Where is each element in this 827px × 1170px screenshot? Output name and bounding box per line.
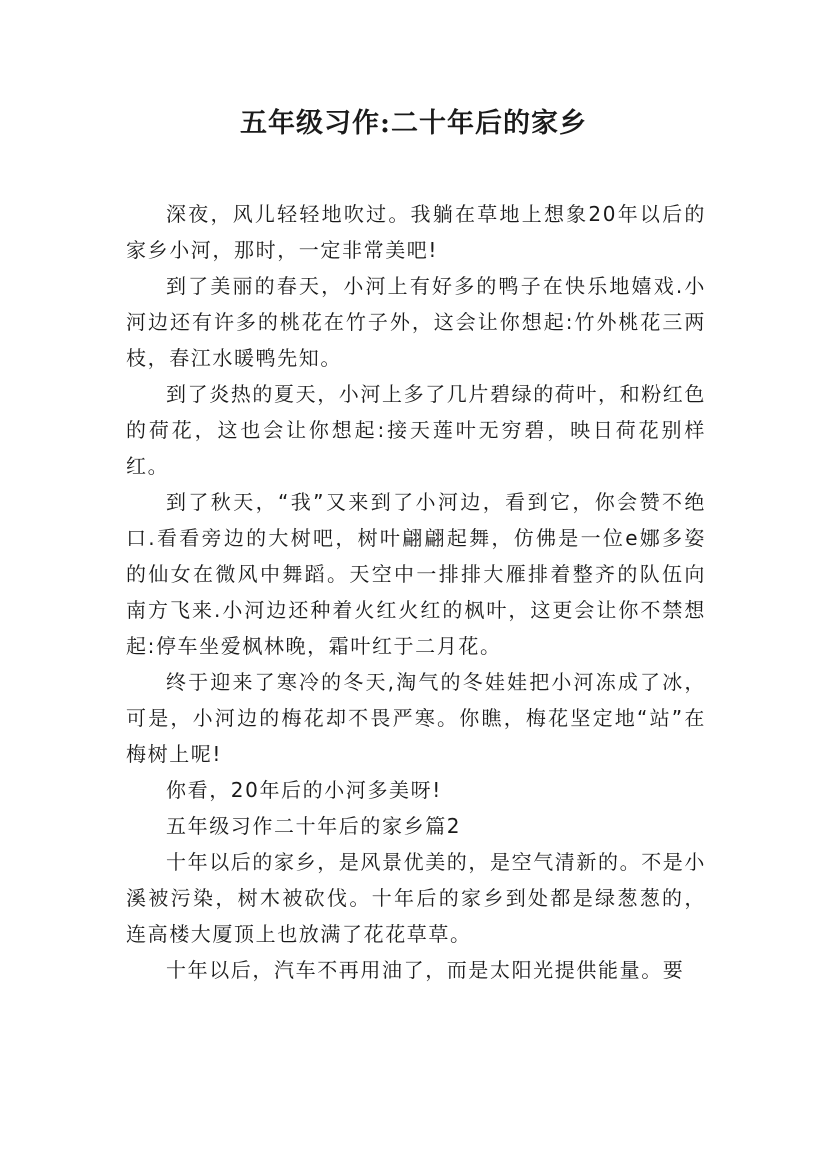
paragraph-1: 深夜，风儿轻轻地吹过。我躺在草地上想象20年以后的家乡小河，那时，一定非常美吧!: [126, 202, 706, 262]
paragraph-6: 你看，20年后的小河多美呀!: [166, 778, 442, 802]
document-title: 五年级习作:二十年后的家乡: [240, 108, 587, 139]
document-body: [126, 196, 706, 988]
paragraph-7: 十年以后的家乡，是风景优美的，是空气清新的。不是小溪被污染，树木被砍伐。十年后的家乡到处都是绿葱葱的，连高楼大厦顶上也放满了花花草草。: [126, 850, 706, 946]
section-heading-part-2: 五年级习作二十年后的家乡篇2: [166, 814, 462, 838]
paragraph-3: 到了炎热的夏天，小河上多了几片碧绿的荷叶，和粉红色的荷花，这也会让你想起:接天莲叶无穷碧，映日荷花别样红。: [126, 382, 706, 478]
paragraph-2: 到了美丽的春天，小河上有好多的鸭子在快乐地嬉戏.小河边还有许多的桃花在竹子外，这会让你想起:竹外桃花三两枝，春江水暖鸭先知。: [126, 274, 706, 370]
paragraph-5: 终于迎来了寒冷的冬天,淘气的冬娃娃把小河冻成了冰，可是，小河边的梅花却不畏严寒。你瞧，梅花坚定地“站”在梅树上呢!: [126, 670, 706, 766]
paragraph-4: 到了秋天，“我”又来到了小河边，看到它，你会赞不绝口.看看旁边的大树吧，树叶翩翩起舞，仿佛是一位e娜多姿的仙女在微风中舞蹈。天空中一排排大雁排着整齐的队伍向南方飞来.小河边还种着火红火红的枫叶，这更会让你不禁想起:停车坐爱枫林晚，霜叶红于二月花。: [126, 490, 706, 658]
paragraph-8: 十年以后，汽车不再用油了，而是太阳光提供能量。要: [166, 958, 685, 982]
